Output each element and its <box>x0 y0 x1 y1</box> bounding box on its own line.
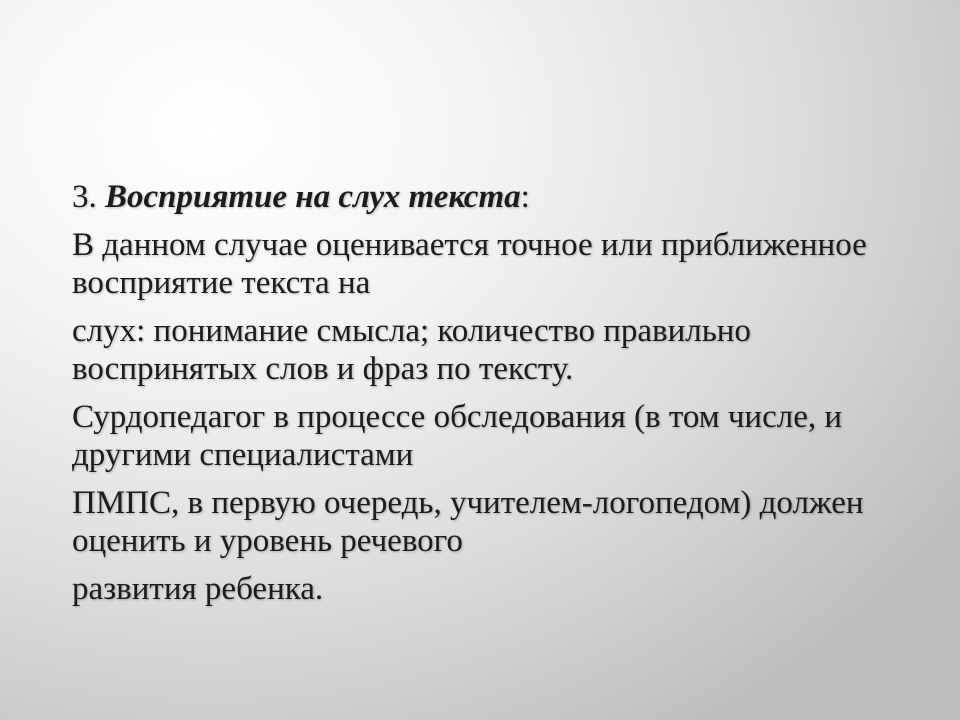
paragraph-2: слух: понимание смысла; количество правильно воспринятых слов и фраз по тексту. <box>72 313 751 387</box>
paragraph-3: Сурдопедагог в процессе обследования (в том числе, и другими специалистами <box>72 399 843 473</box>
paragraph-4: ПМПС, в первую очередь, учителем-логопедом) должен оценить и уровень речевого <box>72 485 864 559</box>
heading-number: 3. <box>72 179 97 215</box>
paragraph-5: развития ребенка. <box>72 571 324 607</box>
heading-title: Восприятие на слух текста <box>105 179 521 215</box>
section-heading <box>72 178 932 216</box>
paragraph-1: В данном случае оценивается точное или приближенное восприятие текста на <box>72 227 867 301</box>
slide-content <box>72 178 932 618</box>
heading-suffix: : <box>520 179 530 215</box>
